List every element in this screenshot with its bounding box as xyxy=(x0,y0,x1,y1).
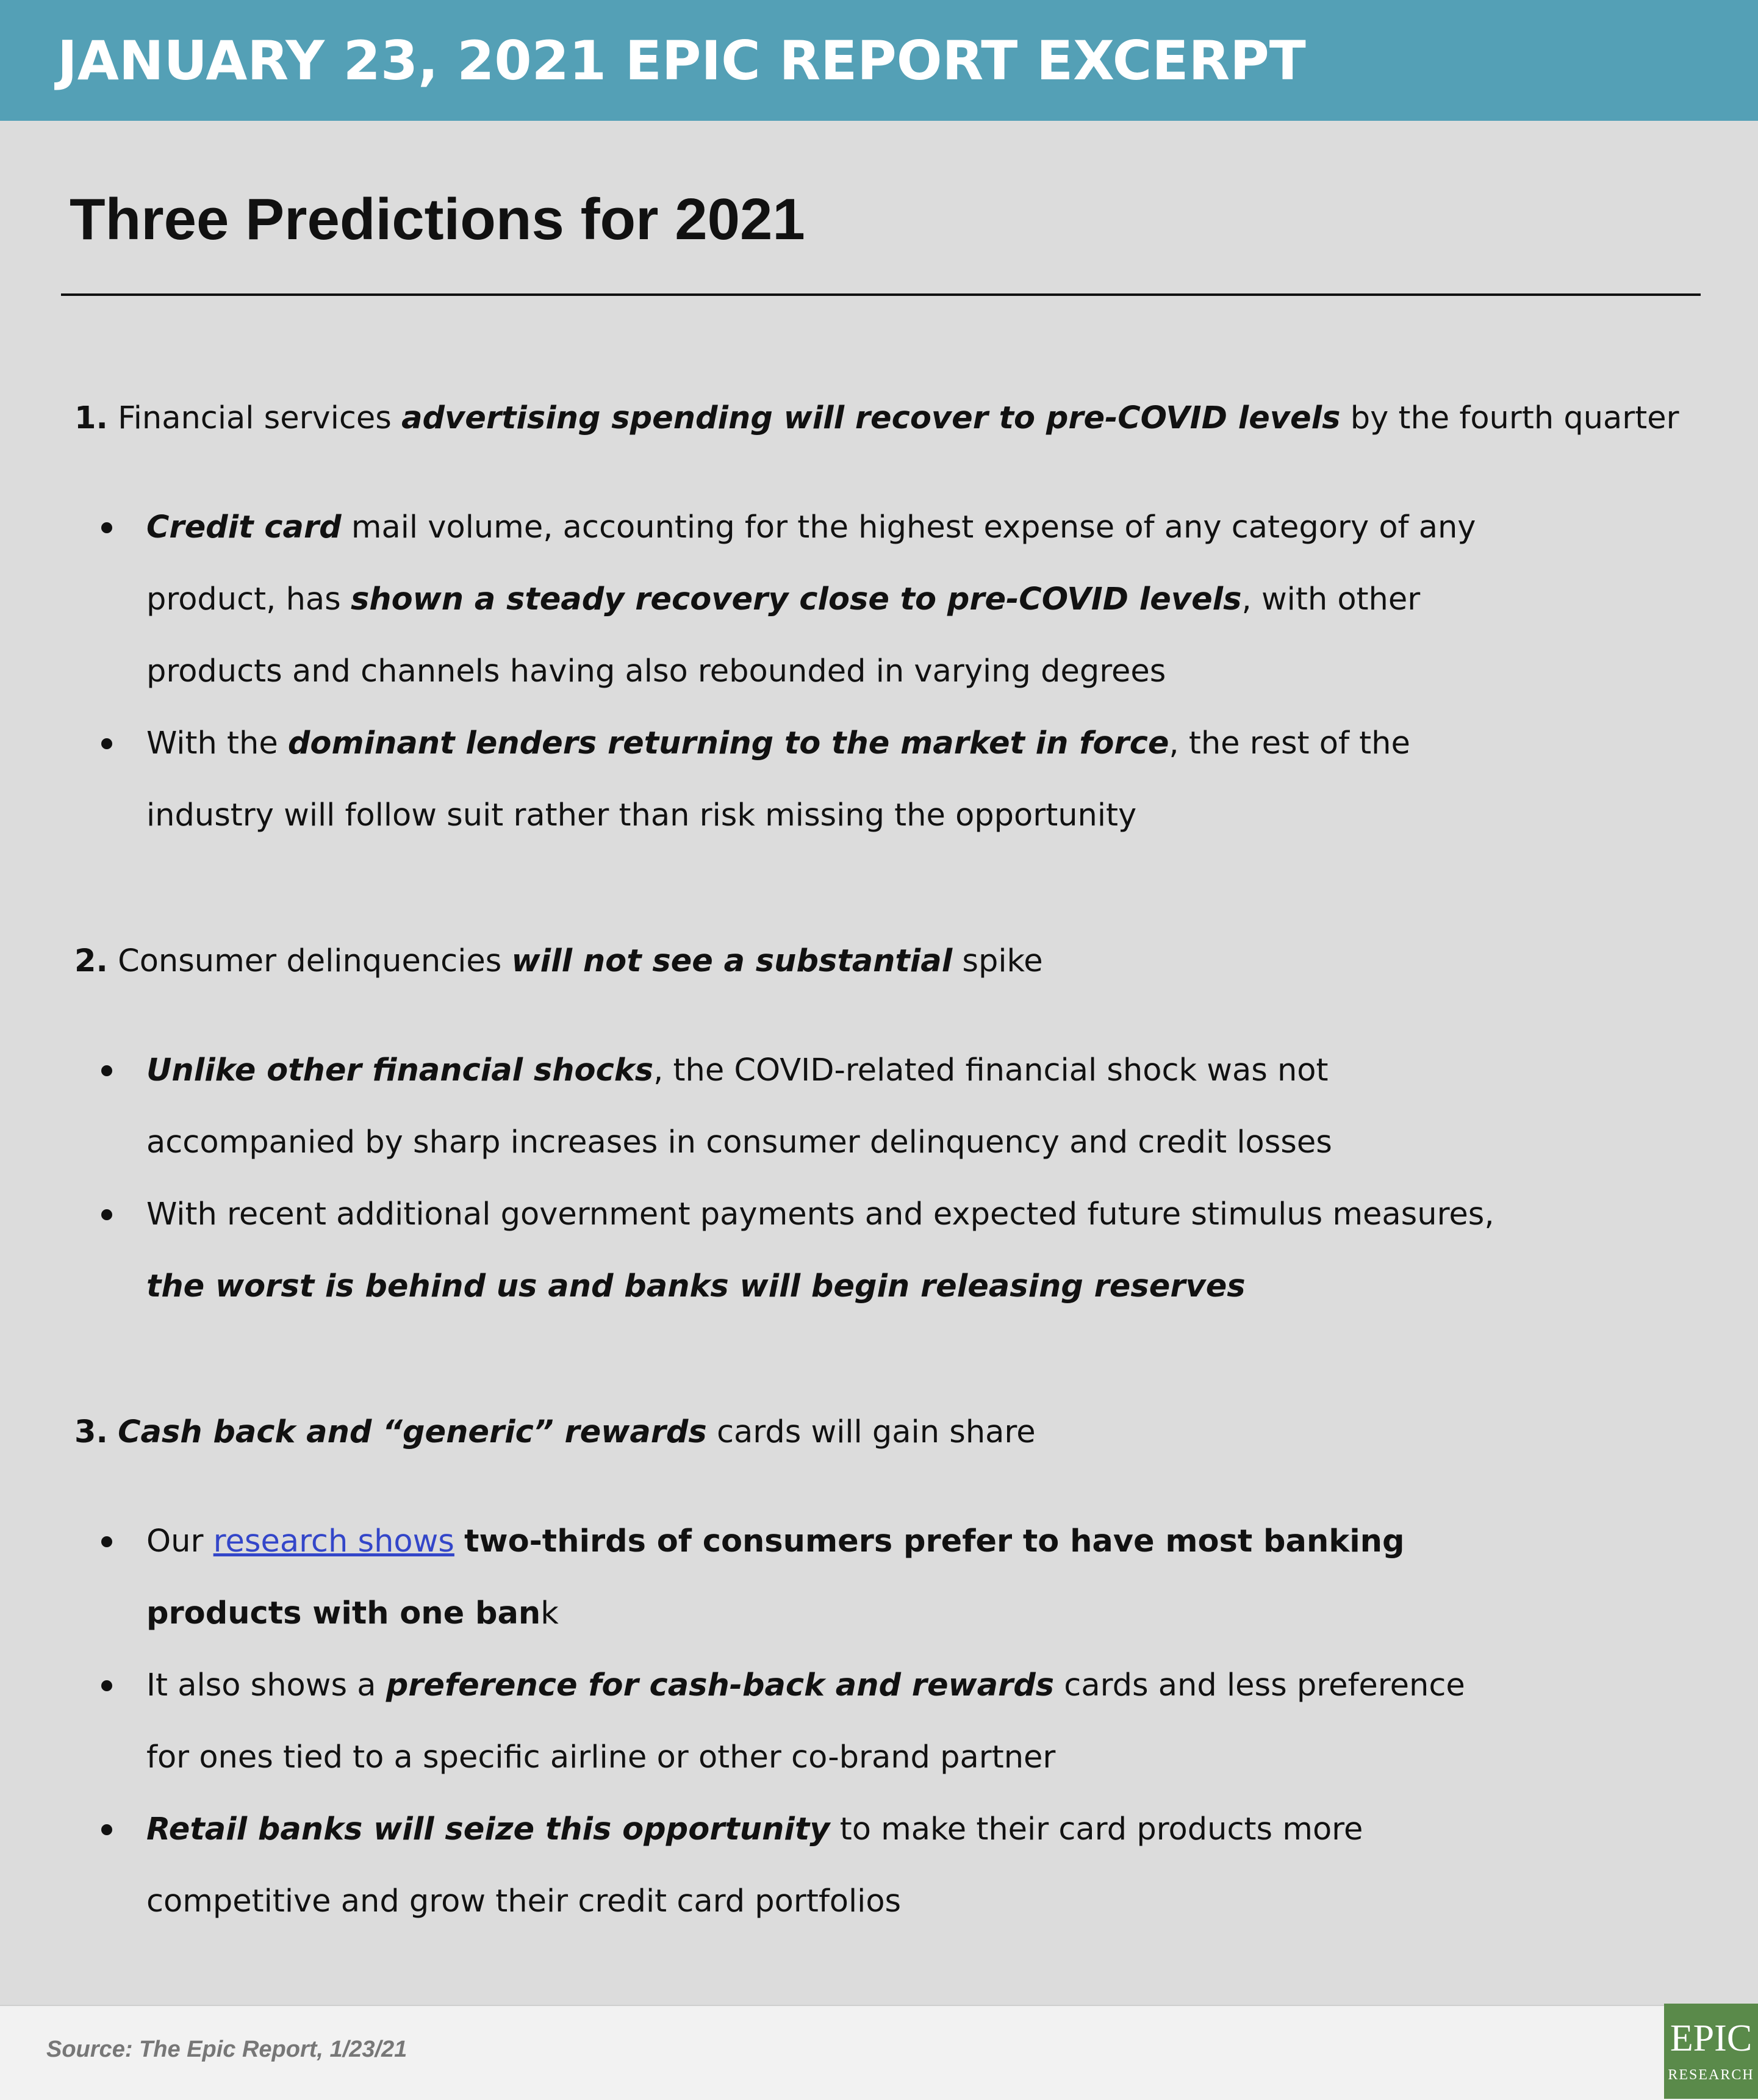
text-run: cards will gain share xyxy=(706,1414,1036,1450)
prediction-number: 1. xyxy=(74,400,108,436)
page-title: Three Predictions for 2021 xyxy=(70,187,805,252)
emphasis-text: Unlike other financial shocks xyxy=(146,1052,654,1088)
emphasis-text: shown a steady recovery close to pre-COVID levels xyxy=(350,581,1242,617)
section-spacer xyxy=(74,1323,1538,1396)
bullet-icon xyxy=(101,738,112,749)
predictions-list xyxy=(74,382,1679,1938)
emphasis-text: Credit card xyxy=(146,509,342,545)
banner-title: JANUARY 23, 2021 EPIC REPORT EXCERPT xyxy=(57,29,1306,92)
header-banner xyxy=(0,0,1758,121)
text-run xyxy=(454,1523,464,1559)
list-item xyxy=(74,1035,1513,1179)
text-run: Our xyxy=(146,1523,213,1559)
epic-research-logo xyxy=(1664,2004,1758,2099)
title-divider xyxy=(61,293,1701,296)
source-note: Source: The Epic Report, 1/23/21 xyxy=(46,2037,407,2062)
prediction-number: 2. xyxy=(74,943,108,979)
bullet-icon xyxy=(101,1824,112,1835)
text-run: to make their card products more competitive and grow their credit card portfolios xyxy=(146,1811,1363,1919)
bullet-icon xyxy=(101,1536,112,1547)
bullet-icon xyxy=(101,1209,112,1220)
emphasis-text: preference for cash-back and rewards xyxy=(386,1667,1055,1703)
research-link[interactable]: research shows xyxy=(213,1523,454,1559)
prediction-heading xyxy=(74,382,1679,455)
text-run: cards and less preference for ones tied to a specific airline or other co-brand partner xyxy=(146,1667,1465,1775)
text-run: by the fourth quarter xyxy=(1340,400,1679,436)
emphasis-text: two-thirds of consumers prefer to have most banking products with one ban xyxy=(146,1523,1405,1631)
logo-wordmark: EPIC xyxy=(1670,2018,1753,2059)
emphasis-text: Retail banks will seize this opportunity xyxy=(146,1811,830,1847)
emphasis-text: advertising spending will recover to pre-COVID levels xyxy=(401,400,1341,436)
section-spacer xyxy=(74,852,1538,925)
text-run: spike xyxy=(952,943,1043,979)
emphasis-text: Cash back and “generic” rewards xyxy=(118,1414,707,1450)
emphasis-text: will not see a substantial xyxy=(511,943,953,979)
text-run xyxy=(108,1414,118,1450)
text-run: It also shows a xyxy=(146,1667,386,1703)
text-run: , with other products and channels having also rebounded in varying degrees xyxy=(146,581,1421,689)
text-run: With recent additional government payments and expected future stimulus measures, xyxy=(146,1196,1494,1232)
list-item xyxy=(74,492,1513,708)
logo-subtitle: RESEARCH xyxy=(1668,2067,1754,2083)
prediction-1 xyxy=(74,382,1679,852)
text-run: , the COVID-related financial shock was not accompanied by sharp increases in consumer delinquency and credit losses xyxy=(146,1052,1332,1160)
bullet-list xyxy=(74,492,1538,852)
list-item xyxy=(74,1179,1513,1323)
text-run: Financial services xyxy=(107,400,402,436)
list-item xyxy=(74,1506,1513,1650)
list-item xyxy=(74,1794,1513,1938)
bullet-icon xyxy=(101,522,112,533)
text-run: With the xyxy=(146,725,288,761)
prediction-number: 3. xyxy=(74,1414,108,1450)
text-run: Consumer delinquencies xyxy=(107,943,512,979)
prediction-2 xyxy=(74,925,1538,1323)
list-item xyxy=(74,708,1513,852)
text-run: k xyxy=(540,1595,559,1631)
emphasis-text: the worst is behind us and banks will begin releasing reserves xyxy=(146,1268,1246,1304)
text-run: mail volume, accounting for the highest expense of any category of any product, has xyxy=(146,509,1476,617)
bullet-icon xyxy=(101,1065,112,1076)
list-item xyxy=(74,1650,1513,1794)
bullet-list xyxy=(74,1035,1538,1323)
prediction-3 xyxy=(74,1396,1538,1938)
bullet-icon xyxy=(101,1680,112,1691)
prediction-heading xyxy=(74,925,1538,998)
footer xyxy=(0,2005,1758,2100)
bullet-list xyxy=(74,1506,1538,1938)
text-run: , the rest of the industry will follow suit rather than risk missing the opportunity xyxy=(146,725,1410,833)
emphasis-text: dominant lenders returning to the market in force xyxy=(287,725,1169,761)
prediction-heading xyxy=(74,1396,1538,1469)
